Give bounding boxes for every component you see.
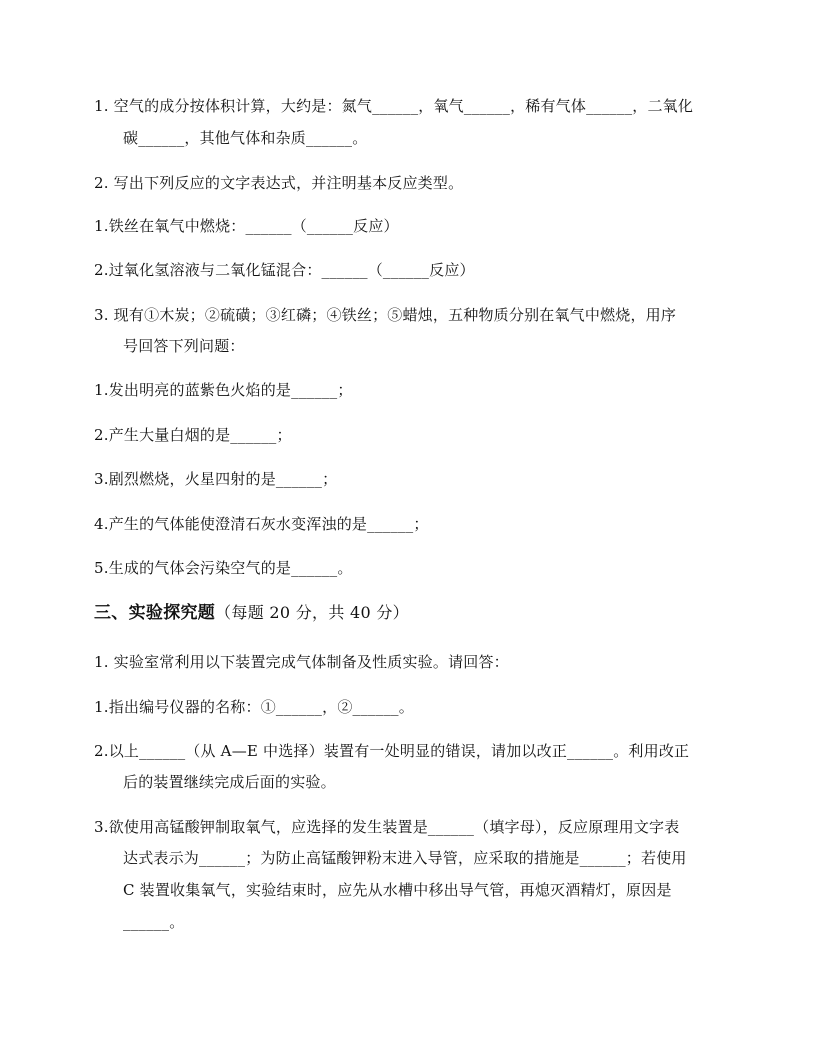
question-1-line-1: 1. 空气的成分按体积计算，大约是：氮气______，氧气______，稀有气体______，二氧化 <box>94 97 694 115</box>
question-3-line-2: 号回答下列问题： <box>123 337 245 355</box>
section-3-title: 三、实验探究题 <box>94 603 216 623</box>
question-3-item-1: 1.发出明亮的蓝紫色火焰的是______； <box>94 381 353 399</box>
experiment-item-3-line-4: ______。 <box>123 913 185 931</box>
question-3-line-1: 3. 现有①木炭；②硫磺；③红磷；④铁丝；⑤蜡烛，五种物质分别在氧气中燃烧，用序 <box>94 306 677 324</box>
question-2-stem: 2. 写出下列反应的文字表达式，并注明基本反应类型。 <box>94 174 464 192</box>
experiment-item-2-line-1: 2.以上______（从 A—E 中选择）装置有一处明显的错误，请加以改正______。利用改正 <box>94 742 690 760</box>
experiment-item-1: 1.指出编号仪器的名称：①______，②______。 <box>94 698 414 716</box>
question-3-item-5: 5.生成的气体会污染空气的是______。 <box>94 559 353 577</box>
experiment-item-3-line-2: 达式表示为______；为防止高锰酸钾粉末进入导管，应采取的措施是______；若使用 <box>123 849 687 867</box>
experiment-item-2-line-2: 后的装置继续完成后面的实验。 <box>123 773 336 791</box>
question-3-item-3: 3.剧烈燃烧，火星四射的是______； <box>94 470 338 488</box>
question-2-item-2: 2.过氧化氢溶液与二氧化锰混合：______（______反应） <box>94 261 475 279</box>
question-3-item-4: 4.产生的气体能使澄清石灰水变浑浊的是______； <box>94 515 429 533</box>
question-2-item-1: 1.铁丝在氧气中燃烧：______（______反应） <box>94 217 399 235</box>
section-3-score-note: （每题 20 分，共 40 分） <box>215 603 409 622</box>
experiment-item-3-line-1: 3.欲使用高锰酸钾制取氧气，应选择的发生装置是______（填字母），反应原理用文字表 <box>94 818 680 836</box>
experiment-item-3-line-3: C 装置收集氧气，实验结束时，应先从水槽中移出导气管，再熄灭酒精灯，原因是 <box>123 881 672 899</box>
section-3-heading <box>94 603 734 623</box>
experiment-stem: 1. 实验室常利用以下装置完成气体制备及性质实验。请回答： <box>94 653 509 671</box>
question-1-line-2: 碳______，其他气体和杂质______。 <box>123 129 368 147</box>
question-3-item-2: 2.产生大量白烟的是______； <box>94 426 292 444</box>
